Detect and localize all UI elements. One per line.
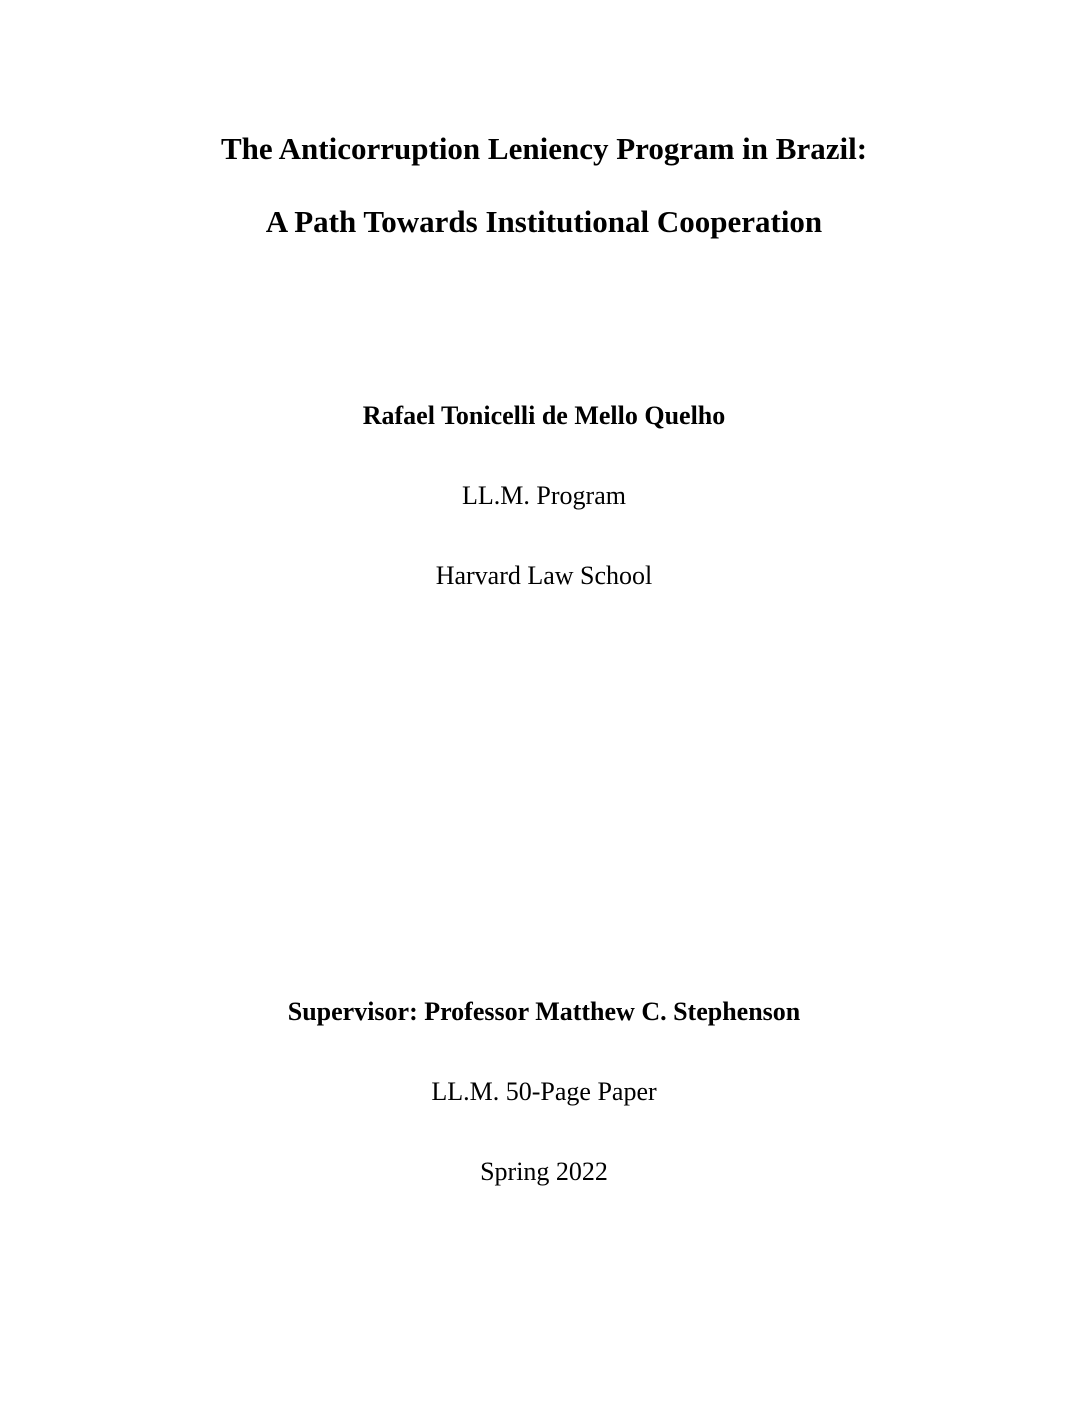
term-date: Spring 2022 — [480, 1157, 608, 1186]
school-name: Harvard Law School — [435, 561, 653, 590]
paper-type: LL.M. 50-Page Paper — [431, 1077, 657, 1106]
author-name: Rafael Tonicelli de Mello Quelho — [362, 401, 726, 430]
paper-title-line-1: The Anticorruption Leniency Program in Brazil: — [220, 131, 868, 166]
program-name: LL.M. Program — [462, 481, 626, 510]
paper-title-line-2: A Path Towards Institutional Cooperation — [265, 204, 823, 239]
supervisor-line: Supervisor: Professor Matthew C. Stephenson — [287, 997, 801, 1026]
